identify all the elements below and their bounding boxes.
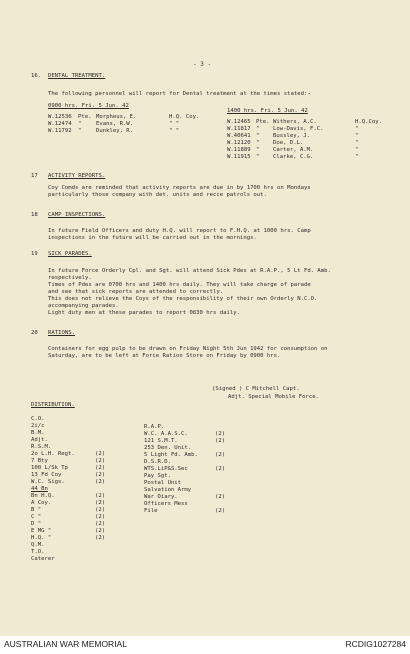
signature-line: (Signed ) C Mitchell Capt. bbox=[212, 386, 300, 392]
section-20-line: Containers for egg pulp to be drawn on Friday Night 5th Jun 1942 for consumption on bbox=[48, 346, 328, 352]
section-20-number: 20 bbox=[31, 330, 38, 336]
footer-institution: AUSTRALIAN WAR MEMORIAL bbox=[4, 639, 127, 649]
section-19-line: accompanying parades. bbox=[48, 303, 119, 309]
document-page: - 3 - 16. DENTAL TREATMENT. The following personnel will report for Dental treatment at the times stated:- 0900 hrs. Fri. 5 Jun. 42 W.12536 Pte. Morpheus, E. H.Q. Coy. W.12474 " Evans, R.W. " " W.11792 " Dunkley, R. " " 1400 hrs. Fri. 5 Jun. 42 W.12465 Pte. Withers, A.C. H.Q.Coy. W.11817 " Low-Davis, F.C. " W.40641 " Bussley, J. " W.12120 " Doe, D.L. " W.11889 " Carter, A.M. " W.11915 " Clarke, C.G. " 17 ACTIVITY REPORTS. Coy Comds are reminded that activity reports are due in by 1700 hrs on Mondays particularly those company with det. units and recce patrols out. 18 CAMP INSPECTIONS. In future Field Officers and duty H.Q. will report to F.H.Q. at 1000 hrs. Camp inspections in the future will be carried out in the mornings. 19 SICK PARADES. In future Force Orderly Cpl. and Sgt. will attend Sick Pdes at R.A.P., 5 Lt Fd. Amb. respectively. Times of Pdes are 0700 hrs and 1400 hrs daily. They will take charge of parade and see that sick reports are attended to correctly. This does not relieve the Coys of the responsibility of their own Orderly N.C.O. accompanying parades. Light duty men at these parades to report 0830 hrs daily. 20 RATIONS. Containers for egg pulp to be drawn on Friday Night 5th Jun 1942 for consumption on Saturday, are to be left at Force Ration Store on Friday by 0900 hrs. (Signed ) C Mitchell Capt. Adjt. Special Mobile Force. DISTRIBUTION. C.O. 2i/c B.M. Adjt. R.S.M. 2o L.H. Regt. (2) 7 Bty (2) 100 L/Sk Tp (2) 13 Fd Coy (2) W.C. Sigs. (2) 44 Bn Bn H.Q. (2) A Coy. (2) B " (2) C " (2) D " (2) E MG " (2) H.Q. " (2) Q.M. T.O. Caterer R.A.P. W.C. A.A.S.C. (2) 121 S.M.T. (2) 253 Den. Unit. 5 Light Fd. Amb. (2) D.S.R.D. WTS.LiP&S.Sec (2) Pay Sgt. Postal Unit Salvation Army War Diary. (2) Officers Mess File (2) bbox=[0, 0, 410, 636]
section-18-number: 18 bbox=[31, 212, 38, 218]
list-item: 2o L.H. Regt. (2) bbox=[31, 451, 106, 457]
list-item: Caterer bbox=[31, 556, 55, 562]
list-item: D " (2) bbox=[31, 521, 106, 527]
list-item: Q.M. bbox=[31, 542, 45, 548]
list-item: 13 Fd Coy (2) bbox=[31, 472, 106, 478]
page-number: - 3 - bbox=[193, 61, 212, 68]
section-19-line: Light duty men at these parades to report 0830 hrs daily. bbox=[48, 310, 240, 316]
list-item: E MG " (2) bbox=[31, 528, 106, 534]
list-item: War Diary. (2) bbox=[144, 494, 226, 500]
list-item: R.S.M. bbox=[31, 444, 52, 450]
section-20-line: Saturday, are to be left at Force Ration Store on Friday by 0900 hrs. bbox=[48, 353, 281, 359]
section-19-line: In future Force Orderly Cpl. and Sgt. will attend Sick Pdes at R.A.P., 5 Lt Fd. Amb. bbox=[48, 268, 331, 274]
section-16-heading: DENTAL TREATMENT. bbox=[48, 73, 106, 79]
list-item: 7 Bty (2) bbox=[31, 458, 106, 464]
list-item: 2i/c bbox=[31, 423, 45, 429]
list-item: A Coy. (2) bbox=[31, 500, 106, 506]
list-item: Officers Mess bbox=[144, 501, 188, 507]
section-18-line: In future Field Officers and duty H.Q. will report to F.H.Q. at 1000 hrs. Camp bbox=[48, 228, 311, 234]
list-item: C " (2) bbox=[31, 514, 106, 520]
section-19-number: 19 bbox=[31, 251, 38, 257]
list-item: 44 Bn bbox=[31, 486, 48, 492]
section-18-heading: CAMP INSPECTIONS. bbox=[48, 212, 106, 218]
section-19-heading: SICK PARADES. bbox=[48, 251, 92, 257]
list-item: W.C. A.A.S.C. (2) bbox=[144, 431, 226, 437]
archive-footer bbox=[0, 636, 410, 654]
list-item: Adjt. bbox=[31, 437, 48, 443]
list-item: 121 S.M.T. (2) bbox=[144, 438, 226, 444]
list-item: File (2) bbox=[144, 508, 226, 514]
section-18-line: inspections in the future will be carried out in the mornings. bbox=[48, 235, 257, 241]
dental-afternoon-header: 1400 hrs. Fri. 5 Jun. 42 bbox=[227, 108, 308, 114]
section-17-heading: ACTIVITY REPORTS. bbox=[48, 173, 106, 179]
list-item: Bn H.Q. (2) bbox=[31, 493, 106, 499]
list-item: B.M. bbox=[31, 430, 45, 436]
list-item: H.Q. " (2) bbox=[31, 535, 106, 541]
distribution-heading: DISTRIBUTION. bbox=[31, 402, 75, 408]
section-20-heading: RATIONS. bbox=[48, 330, 75, 336]
footer-record-id: RCDIG1027284 bbox=[345, 639, 406, 649]
signature-title: Adjt. Special Mobile Force. bbox=[228, 394, 319, 400]
list-item: T.O. bbox=[31, 549, 45, 555]
list-item: W.C. Sigs. (2) bbox=[31, 479, 106, 485]
section-19-line: respectively. bbox=[48, 275, 92, 281]
section-16-number: 16. bbox=[31, 73, 42, 79]
list-item: 253 Den. Unit. bbox=[144, 445, 192, 451]
section-17-line: particularly those company with det. units and recce patrols out. bbox=[48, 192, 267, 198]
list-item: D.S.R.D. bbox=[144, 459, 171, 465]
list-item: R.A.P. bbox=[144, 424, 165, 430]
list-item: 5 Light Fd. Amb. (2) bbox=[144, 452, 226, 458]
section-16-intro: The following personnel will report for Dental treatment at the times stated:- bbox=[48, 91, 311, 97]
dental-morning-header: 0900 hrs. Fri. 5 Jun. 42 bbox=[48, 103, 129, 109]
list-item: Pay Sgt. bbox=[144, 473, 171, 479]
list-item: Postal Unit bbox=[144, 480, 182, 486]
section-17-line: Coy Comds are reminded that activity reports are due in by 1700 hrs on Mondays bbox=[48, 185, 311, 191]
section-19-line: This does not relieve the Coys of the responsibility of their own Orderly N.C.O. bbox=[48, 296, 318, 302]
section-19-line: Times of Pdes are 0700 hrs and 1400 hrs daily. They will take charge of parade bbox=[48, 282, 311, 288]
section-17-number: 17 bbox=[31, 173, 38, 179]
list-item: C.O. bbox=[31, 416, 45, 422]
list-item: 100 L/Sk Tp (2) bbox=[31, 465, 106, 471]
list-item: B " (2) bbox=[31, 507, 106, 513]
section-19-line: and see that sick reports are attended to correctly. bbox=[48, 289, 224, 295]
list-item: WTS.LiP&S.Sec (2) bbox=[144, 466, 226, 472]
list-item: Salvation Army bbox=[144, 487, 192, 493]
